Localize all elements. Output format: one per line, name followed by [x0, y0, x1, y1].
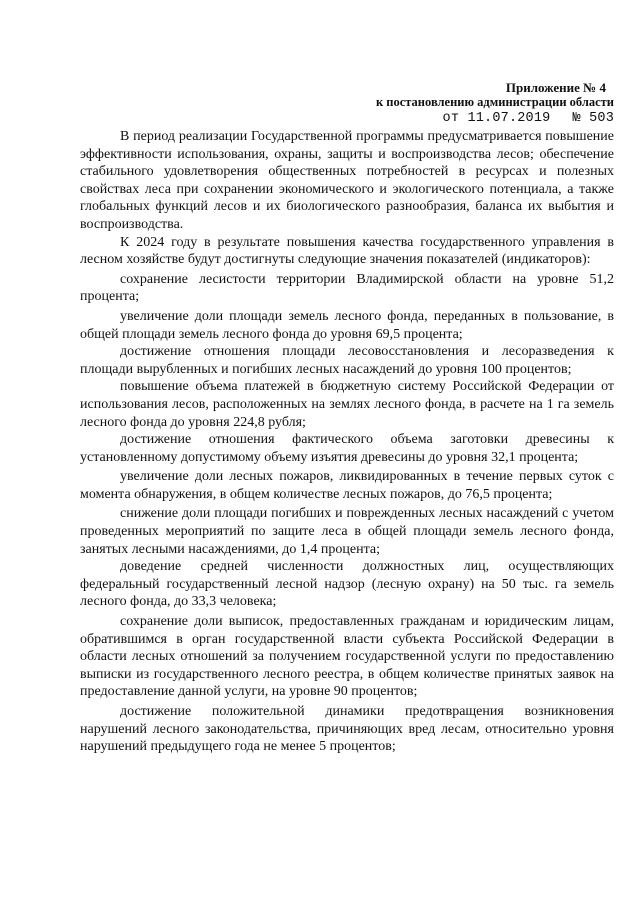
indicator-item: сохранение доли выписок, предоставленных гражданам и юридическим лицам, обратившимся в орган государственной власти субъекта Российской Федерации в области лесных отношений за получением государственной услуги по предоставлению выписки из государственного лесного реестра, в общем количестве принятых заявок на предоставление данной услуги, на уровне 90 процентов; [80, 614, 614, 700]
indicator-item: увеличение доли площади земель лесного фонда, переданных в пользование, в общей площади земель лесного фонда до уровня 69,5 процента; [80, 308, 614, 342]
indicators-lead-paragraph: К 2024 году в результате повышения качества государственного управления в лесном хозяйстве будут достигнуты следующие значения показателей (индикаторов): [80, 234, 614, 268]
document-number: 503 [589, 111, 614, 126]
appendix-subtitle: к постановлению администрации области [375, 95, 614, 109]
indicator-item: достижение отношения площади лесовосстановления и лесоразведения к площади вырубленных и погибших лесных насаждений до уровня 100 процентов; [80, 344, 614, 377]
indicator-item: достижение положительной динамики предотвращения возникновения нарушений лесного законодательства, причиняющих вред лесам, относительно уровня нарушений предыдущего года не менее 5 процентов; [80, 704, 614, 755]
document-date: 11.07.2019 [467, 111, 551, 126]
appendix-header [376, 80, 614, 126]
appendix-date-line [376, 111, 614, 126]
indicator-item: увеличение доли лесных пожаров, ликвидированных в течение первых суток с момента обнаружения, в общем количестве лесных пожаров, до 76,5 процента; [80, 469, 614, 502]
indicator-item: повышение объема платежей в бюджетную систему Российской Федерации от использования лесов, расположенных на землях лесного фонда, в расчете на 1 га земель лесного фонда до уровня 224,8 рубля; [80, 379, 614, 430]
indicator-item: доведение средней численности должностных лиц, осуществляющих федеральный государственный лесной надзор (лесную охрану) на 50 тыс. га земель лесного фонда, до 33,3 человека; [80, 559, 614, 610]
indicator-item: сохранение лесистости территории Владимирской области на уровне 51,2 процента; [80, 271, 614, 305]
indicator-item: достижение отношения фактического объема заготовки древесины к установленному допустимому объему изъятия древесины до уровня 32,1 процента; [80, 432, 614, 465]
appendix-title: Приложение № 4 [505, 80, 606, 95]
number-prefix: № [572, 111, 581, 126]
intro-paragraph: В период реализации Государственной программы предусматривается повышение эффективности использования, охраны, защиты и воспроизводства лесов; обеспечение стабильного удовлетворения общественных потребностей в ресурсах и полезных свойствах леса при сохранении экономического и экологического потенциала, а также глобальных функций лесов и их биологического разнообразия, баланса их выбытия и воспроизводства. [80, 129, 614, 232]
document-body [80, 128, 614, 756]
date-prefix: от [442, 111, 460, 126]
indicator-item: снижение доли площади погибших и поврежденных лесных насаждений с учетом проведенных мероприятий по защите леса в общей площади земель лесного фонда, занятых лесными насаждениями, до 1,4 процента; [80, 506, 614, 557]
